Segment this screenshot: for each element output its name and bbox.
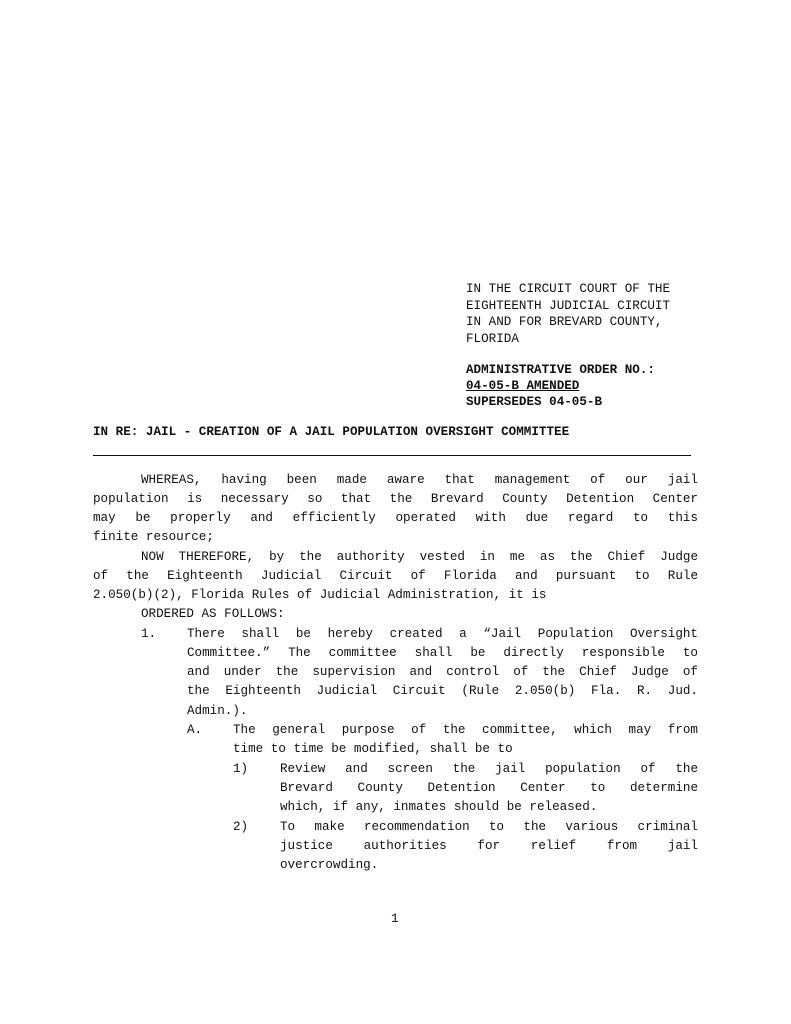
- whereas-line: finite resource;: [93, 530, 214, 544]
- whereas-line: population is necessary so that the Brevard County Detention Center: [93, 492, 698, 506]
- item-1-line: Admin.).: [187, 704, 248, 718]
- item-a-line: time to time be modified, shall be to: [233, 742, 513, 756]
- sub-item-2-marker: 2): [233, 820, 249, 834]
- sub-item-2-line: To make recommendation to the various criminal: [280, 820, 698, 834]
- sub-item-2-line: overcrowding.: [280, 858, 379, 872]
- item-1-line: the Eighteenth Judicial Circuit (Rule 2.050(b) Fla. R. Jud.: [187, 684, 698, 698]
- now-therefore-line: 2.050(b)(2), Florida Rules of Judicial Administration, it is: [93, 588, 547, 602]
- sub-item-1-line: Brevard County Detention Center to determine: [280, 781, 698, 795]
- in-re-heading: IN RE: JAIL - CREATION OF A JAIL POPULATION OVERSIGHT COMMITTEE: [93, 425, 570, 439]
- caption-line: IN AND FOR BREVARD COUNTY,: [466, 315, 663, 329]
- page-number: 1: [391, 912, 399, 926]
- item-1-line: and under the supervision and control of the Chief Judge of: [187, 665, 698, 679]
- now-therefore-line: of the Eighteenth Judicial Circuit of Florida and pursuant to Rule: [93, 569, 698, 583]
- court-caption: [466, 281, 670, 347]
- supersedes-note: SUPERSEDES 04-05-B: [466, 395, 603, 409]
- caption-line: FLORIDA: [466, 331, 519, 346]
- ordered-heading: ORDERED AS FOLLOWS:: [141, 607, 285, 621]
- order-number: 04-05-B AMENDED: [466, 379, 580, 393]
- caption-line: IN THE CIRCUIT COURT OF THE: [466, 282, 671, 296]
- sub-item-1-line: which, if any, inmates should be released.: [280, 800, 598, 814]
- item-a-line: The general purpose of the committee, which may from: [233, 723, 698, 737]
- whereas-line: WHEREAS, having been made aware that management of our jail: [141, 473, 698, 487]
- now-therefore-line: NOW THEREFORE, by the authority vested in me as the Chief Judge: [141, 550, 698, 564]
- item-1-marker: 1.: [141, 627, 157, 641]
- whereas-line: may be properly and efficiently operated with due regard to this: [93, 511, 698, 525]
- sub-item-1-line: Review and screen the jail population of the: [280, 762, 698, 776]
- item-a-marker: A.: [187, 723, 203, 737]
- sub-item-1-marker: 1): [233, 762, 249, 776]
- sub-item-2-line: justice authorities for relief from jail: [280, 839, 698, 853]
- item-1-line: Committee.” The committee shall be directly responsible to: [187, 646, 698, 660]
- item-1-line: There shall be hereby created a “Jail Population Oversight: [187, 627, 698, 641]
- caption-line: EIGHTEENTH JUDICIAL CIRCUIT: [466, 298, 671, 313]
- administrative-order-block: [466, 362, 655, 410]
- heading-divider: [93, 455, 691, 456]
- order-number-label: ADMINISTRATIVE ORDER NO.:: [466, 363, 655, 377]
